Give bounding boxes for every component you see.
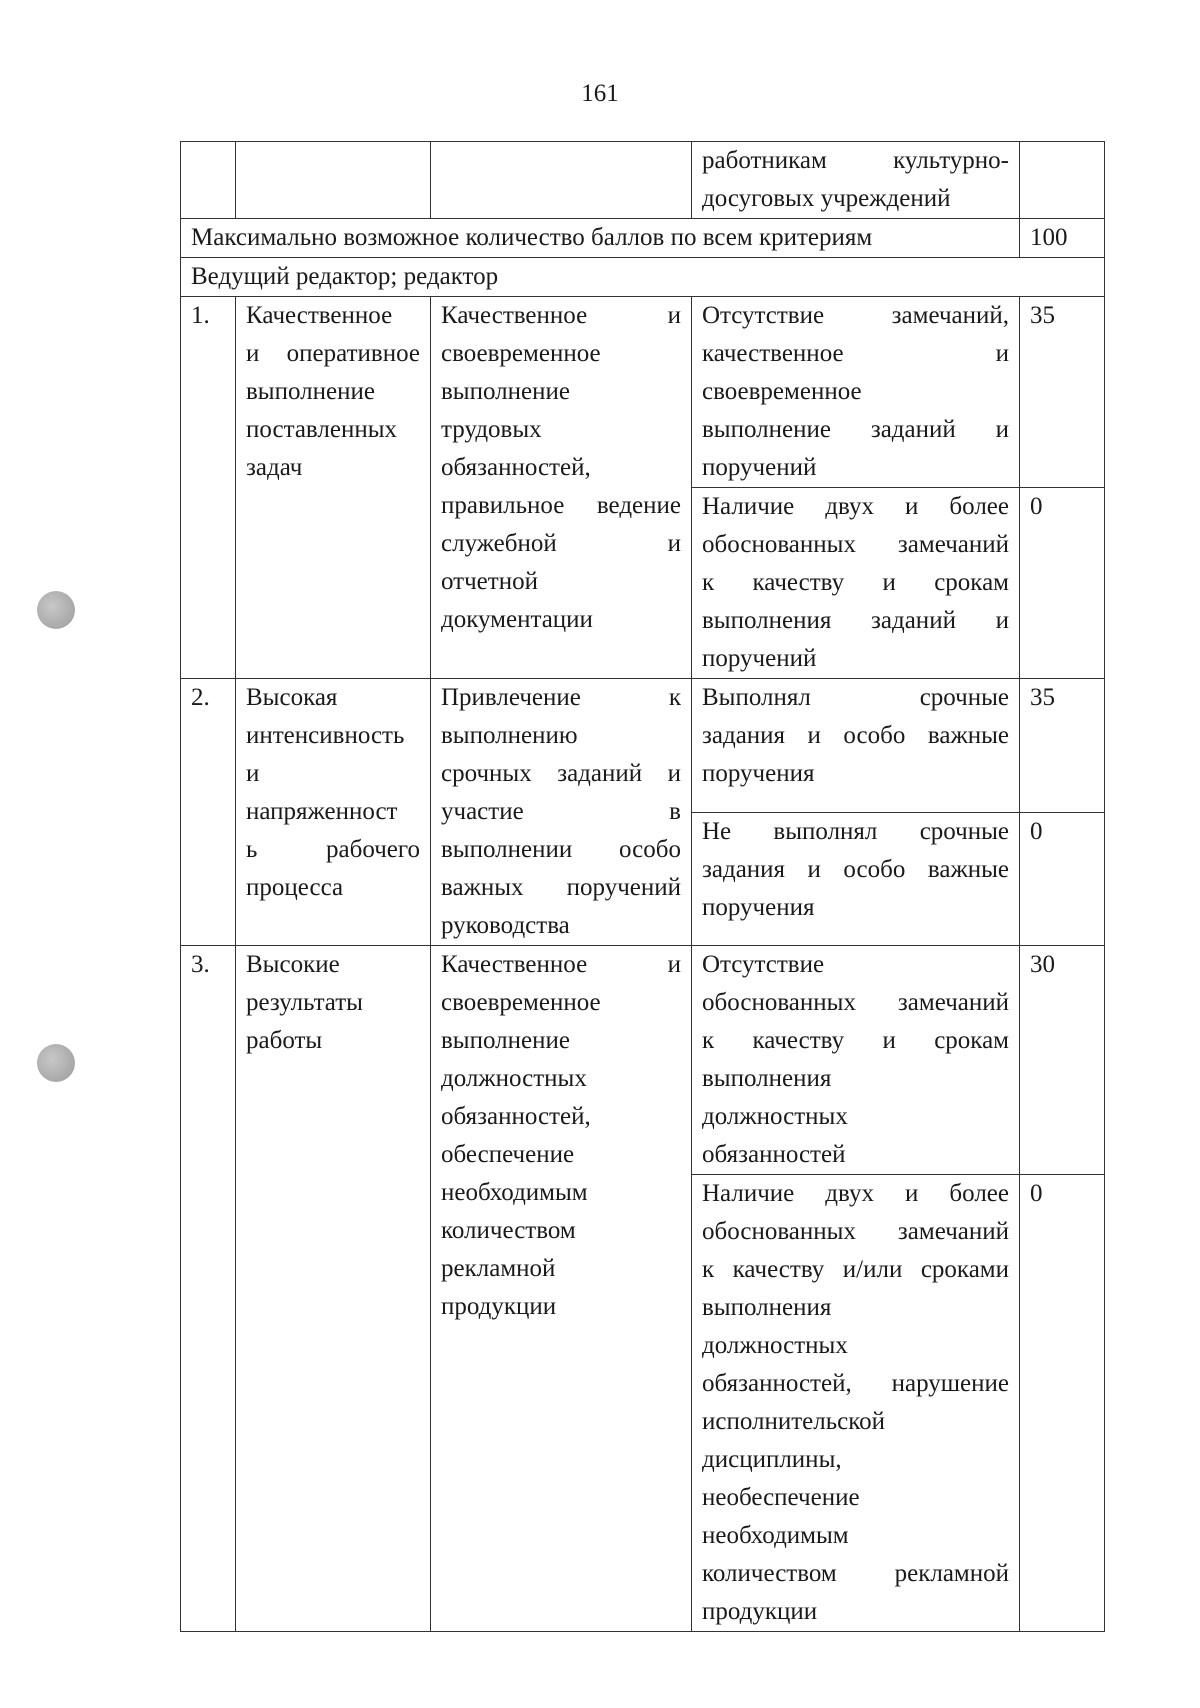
criterion-name-line: и [246, 760, 260, 787]
criterion-desc-line: Качественное и [441, 951, 681, 978]
criterion-desc-line: служебной и [441, 530, 681, 557]
option-cell [692, 1175, 1020, 1632]
option-text-line: исполнительской [702, 1408, 886, 1435]
criterion-name-line: результаты [246, 989, 363, 1016]
option-score: 0 [1020, 488, 1105, 679]
criteria-table [180, 141, 1105, 1632]
criterion-desc-line: должностных [441, 1065, 587, 1092]
option-text-line: задания и особо важные [702, 855, 1009, 883]
section-title-row [181, 258, 1105, 297]
option-text-line: продукции [702, 1598, 818, 1625]
criterion-name-line: задач [246, 454, 303, 481]
criterion-desc-cell [431, 946, 692, 1632]
criterion-desc-line: своевременное [441, 340, 601, 367]
criterion-desc-cell [431, 142, 692, 219]
criteria-table-body [181, 142, 1105, 1632]
criterion-desc-line: документации [441, 606, 593, 633]
criterion-name-line: и оперативное [246, 340, 420, 367]
criterion-name-line: выполнение [246, 378, 375, 405]
criterion-name-line: Качественное [246, 302, 393, 329]
continuation-row [181, 142, 1105, 219]
criterion-desc-line: Качественное и [441, 302, 681, 329]
option-text-line: своевременное [702, 378, 862, 405]
option-text-line: Выполнял срочные [702, 684, 1009, 711]
option-text-line: к качеству и/или сроками [702, 1256, 1009, 1283]
max-score-row [181, 219, 1105, 258]
option-text-line: обоснованных замечаний [702, 531, 1009, 558]
option-cell [692, 297, 1020, 488]
option-text-line: количеством рекламной [702, 1560, 1009, 1587]
criterion-desc-line: выполнению [441, 722, 578, 749]
criterion-name-line: поставленных [246, 416, 398, 443]
option-text-line: должностных [702, 1332, 848, 1359]
option-cell [692, 946, 1020, 1175]
option-cell [692, 142, 1020, 219]
criterion-name-cell [236, 679, 431, 946]
score-cell [1020, 142, 1105, 219]
criterion-name-line: Высокая [246, 684, 338, 711]
criterion-desc-line: срочных заданий и [441, 760, 681, 787]
option-score: 35 [1020, 679, 1105, 813]
max-score-label: Максимально возможное количество баллов по всем критериям [181, 219, 1020, 258]
option-text-line: необеспечение [702, 1484, 860, 1511]
criterion-desc-line: выполнении особо [441, 836, 681, 863]
criterion-name-line: Высокие [246, 951, 340, 978]
criterion-desc-line: рекламной [441, 1255, 556, 1282]
option-score: 0 [1020, 812, 1105, 946]
criterion-desc-cell [431, 297, 692, 679]
criterion-desc-line: Привлечение к [441, 684, 681, 711]
criterion-number: 2. [181, 679, 236, 946]
criterion-desc-line: важных поручений [441, 874, 681, 901]
criterion-row [181, 946, 1105, 1175]
criterion-name-line: процесса [246, 874, 344, 901]
option-text-line: обоснованных замечаний [702, 1218, 1009, 1245]
option-text-line: задания и особо важные [702, 722, 1009, 749]
option-text-line: к качеству и срокам [702, 569, 1009, 596]
criterion-desc-line: участие в [441, 798, 681, 825]
option-text-line: к качеству и срокам [702, 1027, 1009, 1054]
criterion-number: 3. [181, 946, 236, 1632]
criterion-desc-cell [431, 679, 692, 946]
criterion-desc-line: выполнение [441, 1027, 570, 1054]
criterion-row [181, 679, 1105, 813]
criterion-desc-line: обеспечение [441, 1141, 575, 1168]
option-text-line: качественное и [702, 340, 1009, 367]
option-text-line: выполнения [702, 1294, 832, 1321]
option-text-line: Наличие двух и более [702, 1180, 1009, 1207]
criterion-desc-line: своевременное [441, 989, 601, 1016]
criterion-desc-line: отчетной [441, 568, 538, 595]
option-text-line: поручения [702, 760, 815, 787]
option-text-line: необходимым [702, 1522, 849, 1549]
criterion-row [181, 297, 1105, 488]
option-cell [692, 488, 1020, 679]
option-score: 35 [1020, 297, 1105, 488]
option-cell [692, 812, 1020, 946]
criterion-desc-line: руководства [441, 912, 570, 939]
criterion-name-line: интенсивность [246, 722, 405, 749]
option-text-line: выполнения заданий и [702, 607, 1009, 634]
option-cell [692, 679, 1020, 813]
option-text-line: выполнения [702, 1065, 832, 1092]
option-text-line: должностных [702, 1103, 848, 1130]
option-text-line: поручения [702, 893, 815, 921]
criterion-desc-line: обязанностей, [441, 1103, 591, 1130]
option-text-line: досуговых учреждений [702, 185, 951, 212]
criterion-name-cell [236, 297, 431, 679]
option-text-line: обязанностей [702, 1141, 846, 1168]
criterion-desc-line: выполнение [441, 378, 570, 405]
option-score: 0 [1020, 1175, 1105, 1632]
section-title: Ведущий редактор; редактор [181, 258, 1105, 297]
num-cell [181, 142, 236, 219]
option-text-line: Наличие двух и более [702, 493, 1009, 520]
option-text-line: поручений [702, 454, 817, 481]
option-text-line: выполнение заданий и [702, 416, 1009, 443]
option-score: 30 [1020, 946, 1105, 1175]
criterion-name-cell [236, 946, 431, 1632]
criterion-name-line: напряженност [246, 798, 398, 825]
option-text-line: обязанностей, нарушение [702, 1370, 1009, 1397]
criterion-desc-line: обязанностей, [441, 454, 591, 481]
criterion-name-cell [236, 142, 431, 219]
option-text-line: Отсутствие [702, 951, 825, 978]
max-score-value: 100 [1020, 219, 1105, 258]
criterion-desc-line: правильное ведение [441, 492, 681, 519]
punch-hole [37, 1044, 75, 1082]
criterion-name-line: ь рабочего [246, 836, 420, 863]
criterion-desc-line: трудовых [441, 416, 542, 443]
option-text-line: Не выполнял срочные [702, 817, 1009, 845]
criterion-name-line: работы [246, 1027, 323, 1054]
criterion-number: 1. [181, 297, 236, 679]
page-number: 161 [581, 80, 619, 107]
punch-hole [37, 591, 75, 629]
option-text-line: работникам культурно- [702, 147, 1009, 174]
option-text-line: обоснованных замечаний [702, 989, 1009, 1016]
criterion-desc-line: необходимым [441, 1179, 588, 1206]
criterion-desc-line: количеством [441, 1217, 576, 1244]
criterion-desc-line: продукции [441, 1293, 557, 1320]
option-text-line: поручений [702, 645, 817, 672]
option-text-line: дисциплины, [702, 1446, 842, 1473]
option-text-line: Отсутствие замечаний, [702, 302, 1009, 329]
